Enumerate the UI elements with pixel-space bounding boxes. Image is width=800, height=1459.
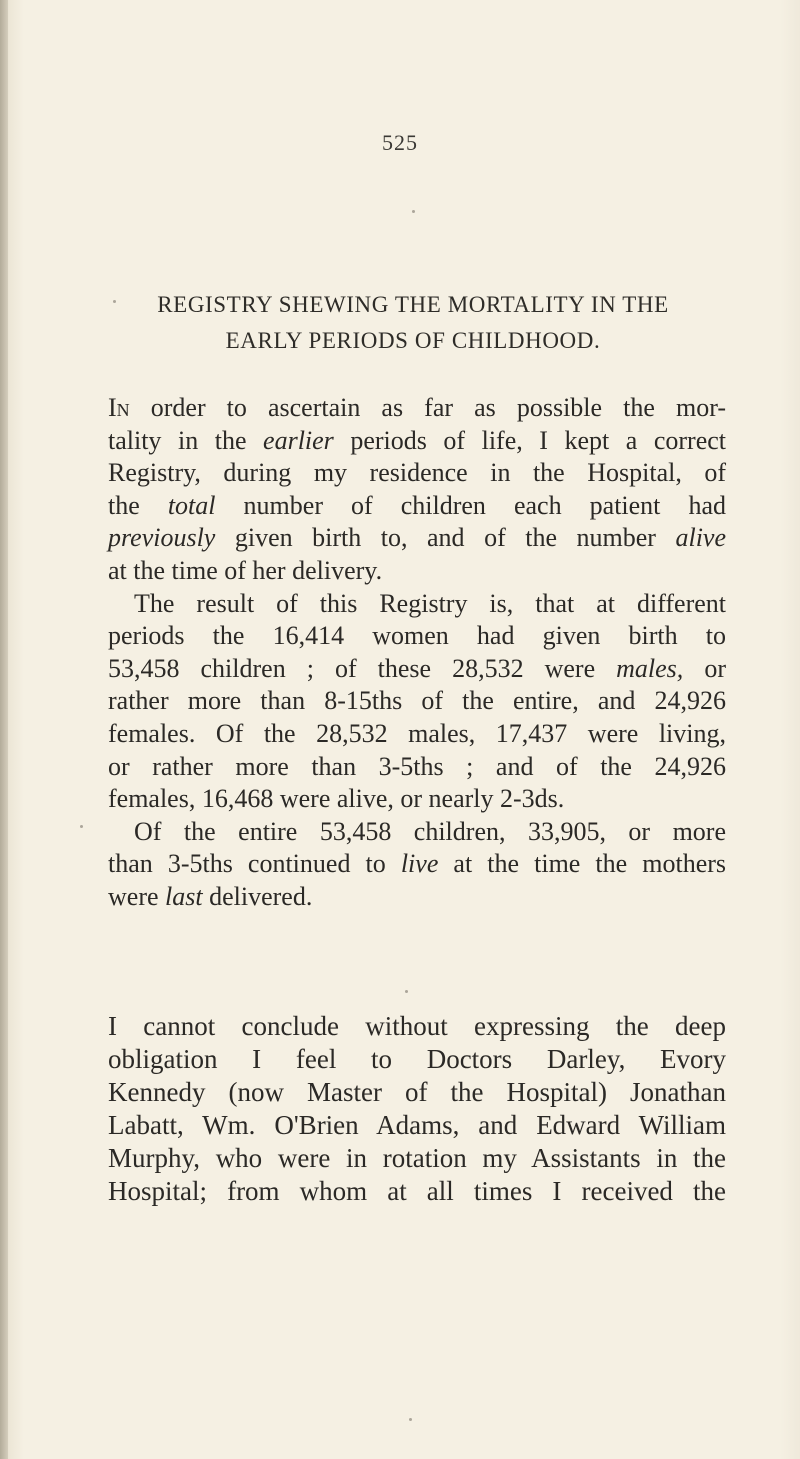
section-heading: [108, 287, 718, 359]
text-line: The result of this Registry is, that at different: [134, 588, 726, 618]
text-line: Of the entire 53,458 children, 33,905, or more: [134, 816, 726, 846]
paper-fleck: [412, 210, 415, 213]
text-run: given birth to, and of the number: [215, 523, 676, 553]
page-number: 525: [382, 130, 418, 155]
body-text-block: [108, 392, 726, 914]
paper-fleck: [409, 1418, 412, 1421]
acknowledgement-block: [108, 1010, 726, 1208]
text-line: [108, 653, 726, 686]
text-line: rather more than 8-15ths of the entire, and 24,926: [108, 686, 726, 716]
emphasis: last: [165, 881, 203, 911]
text-line: [108, 522, 726, 555]
text-line: [108, 392, 726, 425]
text-run: the: [108, 490, 168, 520]
text-line: or rather more than 3-5ths ; and of the 24,926: [108, 751, 726, 781]
text-line: Hospital; from whom at all times I received the: [108, 1176, 726, 1206]
text-run: delivered.: [202, 881, 313, 911]
heading-line-2: EARLY PERIODS OF CHILDHOOD.: [225, 328, 601, 353]
text-line: Labatt, Wm. O'Brien Adams, and Edward William: [108, 1110, 726, 1140]
text-line: females. Of the 28,532 males, 17,437 were living,: [108, 718, 726, 748]
emphasis: earlier: [263, 425, 334, 455]
paper-fleck: [405, 990, 408, 993]
text-run: than 3-5ths continued to: [108, 849, 401, 879]
paper-fleck: [113, 300, 116, 303]
text-line: [108, 425, 726, 458]
paragraph-intro: [108, 392, 726, 588]
text-line: Murphy, who were in rotation my Assistants in the: [108, 1143, 726, 1173]
text-line: females, 16,468 were alive, or nearly 2-3ds.: [108, 784, 565, 814]
paragraph-survivors: [108, 816, 726, 914]
paragraph-result: [108, 588, 726, 816]
emphasis: alive: [675, 523, 726, 553]
text-run: tality in the: [108, 425, 264, 455]
emphasis: previously: [108, 523, 216, 553]
text-line: Kennedy (now Master of the Hospital) Jonathan: [108, 1077, 726, 1107]
paper-fleck: [80, 825, 83, 828]
text-line: [108, 881, 726, 914]
text-line: [108, 490, 726, 523]
emphasis: total: [167, 490, 216, 520]
text-run: were: [108, 881, 166, 911]
text-line: I cannot conclude without expressing the deep: [108, 1011, 726, 1041]
text-run: periods of life, I kept a correct: [333, 425, 727, 455]
text-line: obligation I feel to Doctors Darley, Evory: [108, 1044, 726, 1074]
page-gutter-shadow: [0, 0, 8, 1459]
emphasis: live: [400, 849, 439, 879]
emphasis: males,: [616, 653, 684, 683]
text-run: order to ascertain as far as possible the mor-: [129, 393, 726, 422]
text-line: Registry, during my residence in the Hospital, of: [108, 458, 726, 488]
heading-line-1: REGISTRY SHEWING THE MORTALITY IN THE: [157, 292, 669, 317]
text-run: at the time the mothers: [438, 849, 727, 879]
text-run: number of children each patient had: [215, 490, 726, 520]
text-line: [108, 848, 726, 881]
text-line: at the time of her delivery.: [108, 555, 383, 585]
text-run: or: [683, 653, 726, 683]
text-line: periods the 16,414 women had given birth to: [108, 621, 726, 651]
drop-word: In: [108, 393, 130, 422]
text-run: 53,458 children ; of these 28,532 were: [108, 653, 617, 683]
